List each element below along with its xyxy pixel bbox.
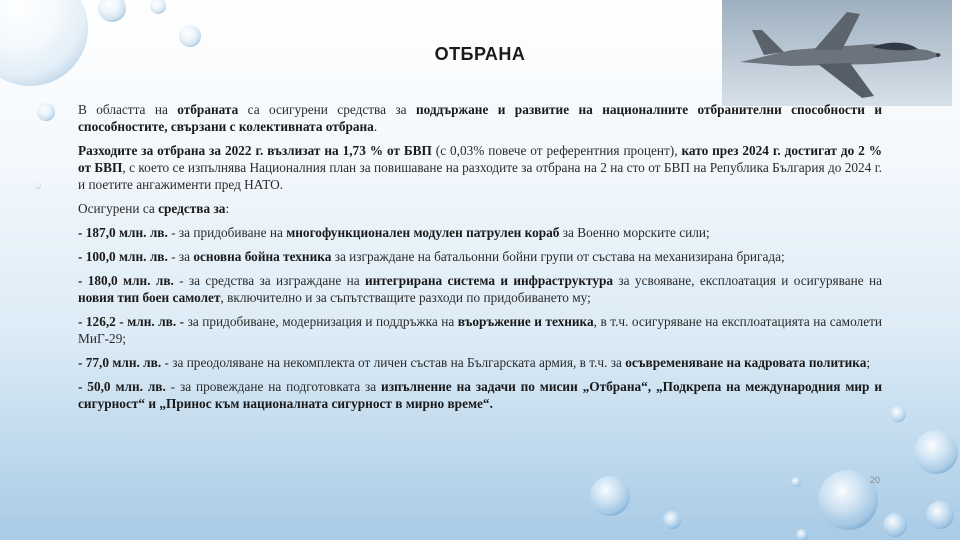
bold-run: - 126,2 - млн. лв. - (78, 314, 185, 329)
bold-run: отбраната (177, 102, 239, 117)
paragraph-intro (78, 101, 882, 135)
paragraph-item-3 (78, 272, 882, 306)
bold-run: - 50,0 млн. лв. (78, 379, 166, 394)
bold-run: новия тип боен самолет (78, 290, 221, 305)
page-number: 20 (870, 475, 881, 485)
bold-run: - 187,0 млн. лв. (78, 225, 168, 240)
text-run: - за (167, 249, 194, 264)
text-run: В областта на (78, 102, 178, 117)
text-run: - за преодоляване на некомплекта от личен състав на Българската армия, в т.ч. за (161, 355, 626, 370)
text-run: , в т.ч. осигуряване на експлоатацията на самолети МиГ-29; (78, 314, 883, 346)
slide-title: ОТБРАНА (434, 44, 526, 64)
slide-body-text (78, 101, 882, 419)
text-run: - за средства за изграждане на (173, 273, 365, 288)
paragraph-item-4 (78, 313, 882, 347)
bold-run: основна бойна техника (193, 249, 332, 264)
text-run: - за провеждане на подготовката за (165, 379, 382, 394)
text-run: (с 0,03% повече от референтния процент), (431, 143, 682, 158)
bold-run: - 180,0 млн. лв. (78, 273, 174, 288)
text-run: за придобиване, модернизация и поддръжка на (184, 314, 458, 329)
text-run: за усвояване, експлоатация и осигуряване на (613, 273, 882, 288)
bold-run: изпълнение на задачи по мисии „Отбрана“, „Подкрепа на международния мир и сигурност“ и „Принос към националната сигурност в мирно време“. (78, 379, 882, 411)
bold-run: Разходите за отбрана за 2022 г. възлизат на 1,73 % от БВП (78, 143, 432, 158)
bold-run: многофункционален модулен патрулен кораб (286, 225, 560, 240)
paragraph-item-2 (78, 248, 882, 265)
text-run: , включително и за съпътстващите разходи по придобиването му; (220, 290, 591, 305)
bold-run: средства за (158, 201, 226, 216)
paragraph-item-5 (78, 354, 882, 371)
text-run: - за придобиване на (167, 225, 287, 240)
paragraph-expenses (78, 142, 882, 193)
paragraph-item-1 (78, 224, 882, 241)
text-run: ; (866, 355, 871, 370)
bold-run: като през 2024 г. достигат до 2 % от БВП (78, 143, 882, 175)
bold-run: осъвременяване на кадровата политика (625, 355, 867, 370)
text-run: . (373, 119, 378, 134)
bold-run: - 100,0 млн. лв. (78, 249, 168, 264)
text-run: за Военно морските сили; (559, 225, 710, 240)
text-run: за изграждане на батальонни бойни групи от състава на механизирана бригада; (331, 249, 785, 264)
text-run: : (225, 201, 230, 216)
text-run: , с което се изпълнява Националния план за повишаване на разходите за отбрана на 2 на сто от БВП на Република България до 2024 г. и поетите ангажименти пред НАТО. (78, 160, 882, 192)
bold-run: въоръжение и техника (457, 314, 594, 329)
bold-run: - 77,0 млн. лв. (78, 355, 162, 370)
paragraph-item-6 (78, 378, 882, 412)
text-run: Осигурени са (78, 201, 159, 216)
droplets-right (590, 406, 958, 540)
paragraph-provided (78, 200, 882, 217)
bold-run: интегрирана система и инфраструктура (364, 273, 614, 288)
text-run: са осигурени средства за (238, 102, 416, 117)
bold-run: поддържане и развитие на националните отбранителни способности и способностите, свързани с колективната отбрана (78, 102, 882, 134)
